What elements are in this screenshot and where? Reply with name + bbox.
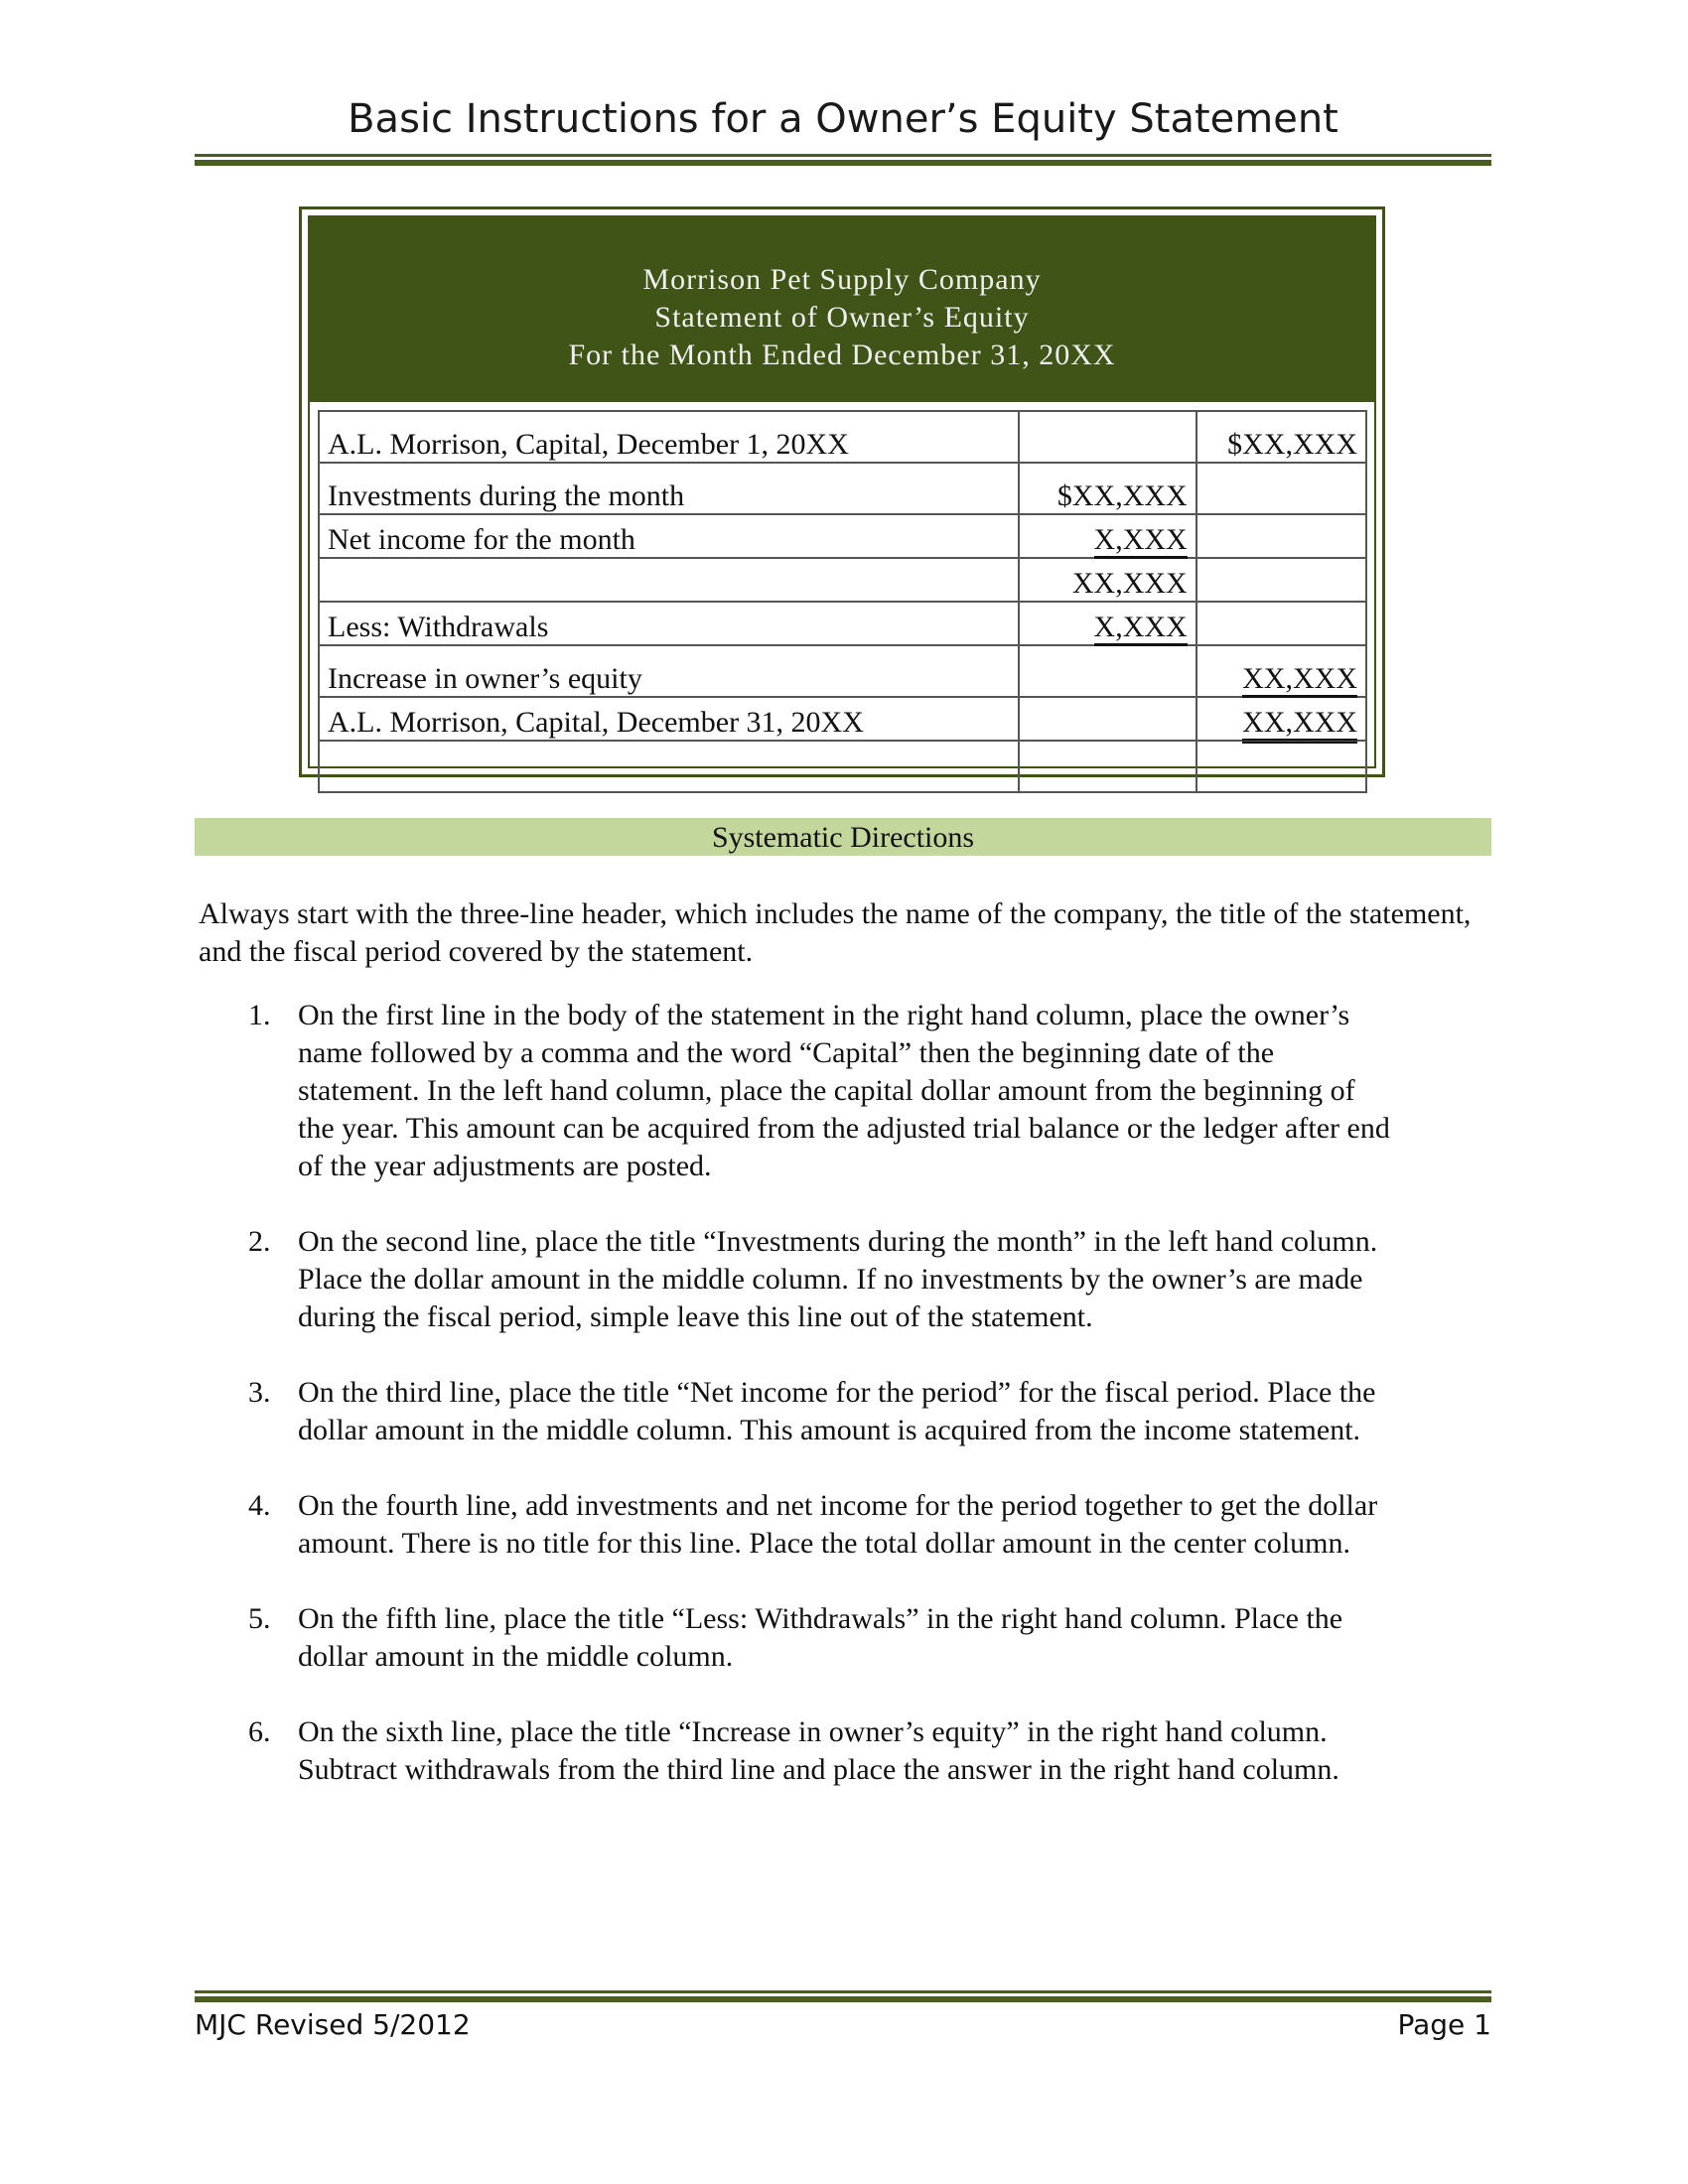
company-name: Morrison Pet Supply Company: [642, 263, 1042, 296]
row-label: Net income for the month: [319, 514, 1019, 558]
row-mid-value: [1019, 697, 1196, 741]
row-right-value: [1196, 741, 1366, 792]
table-row: [319, 411, 1366, 463]
step-text: On the fourth line, add investments and net income for the period together to get the dollar amount. There is no title for this line. Place the total dollar amount in the center column.: [298, 1489, 1378, 1560]
step-number: 4.: [248, 1489, 271, 1522]
step-number: 6.: [248, 1715, 271, 1748]
row-right-value: [1196, 558, 1366, 602]
double-underlined-amount: XX,XXX: [1242, 706, 1357, 744]
row-mid-value: $XX,XXX: [1019, 463, 1196, 514]
step-text: On the fifth line, place the title “Less: Withdrawals” in the right hand column. Place the dollar amount in the middle column.: [298, 1602, 1343, 1673]
underlined-amount: X,XXX: [1094, 611, 1188, 646]
step-number: 2.: [248, 1225, 271, 1258]
list-item: [199, 1487, 1390, 1563]
row-right-value: [1196, 602, 1366, 645]
row-mid-value: [1019, 741, 1196, 792]
row-mid-value: XX,XXX: [1019, 558, 1196, 602]
step-text: On the second line, place the title “Investments during the month” in the left hand column. Place the dollar amount in the middle column. If no investments by the owner’s are made during the fiscal period, simple leave this line out of the statement.: [298, 1225, 1378, 1333]
underlined-amount: X,XXX: [1094, 523, 1188, 559]
row-right-value: [1196, 645, 1366, 697]
page-number: Page 1: [1397, 2008, 1491, 2041]
row-mid-value: [1019, 411, 1196, 463]
step-text: On the third line, place the title “Net income for the period” for the fiscal period. Place the dollar amount in the middle column. This amount is acquired from the income statement.: [298, 1376, 1376, 1446]
row-right-value: [1196, 463, 1366, 514]
row-mid-value: [1019, 514, 1196, 558]
steps-list: [199, 997, 1390, 1827]
title-divider: [195, 154, 1491, 166]
statement-title: Statement of Owner’s Equity: [654, 301, 1030, 334]
row-label: Investments during the month: [319, 463, 1019, 514]
row-right-value: [1196, 514, 1366, 558]
list-item: [199, 997, 1390, 1185]
list-item: [199, 1600, 1390, 1676]
row-label: Increase in owner’s equity: [319, 645, 1019, 697]
row-right-value: [1196, 697, 1366, 741]
row-label: A.L. Morrison, Capital, December 31, 20XX: [319, 697, 1019, 741]
step-number: 1.: [248, 999, 271, 1031]
table-row: [319, 697, 1366, 741]
row-right-value: $XX,XXX: [1196, 411, 1366, 463]
table-row: [319, 602, 1366, 645]
statement-table: [318, 410, 1367, 793]
table-row: [319, 514, 1366, 558]
table-row: [319, 741, 1366, 792]
row-label: [319, 558, 1019, 602]
underlined-amount: XX,XXX: [1242, 662, 1357, 698]
table-row: [319, 463, 1366, 514]
statement-example: [299, 206, 1385, 777]
step-number: 3.: [248, 1376, 271, 1409]
footer-divider: [195, 1990, 1491, 2002]
table-row: [319, 645, 1366, 697]
row-mid-value: [1019, 645, 1196, 697]
intro-paragraph: Always start with the three-line header, which includes the name of the company, the title of the statement, and the fiscal period covered by the statement.: [199, 897, 1472, 968]
step-number: 5.: [248, 1602, 271, 1635]
row-label: [319, 741, 1019, 792]
statement-header: [310, 217, 1374, 402]
table-row: [319, 558, 1366, 602]
statement-period: For the Month Ended December 31, 20XX: [568, 339, 1116, 371]
footer-revision: MJC Revised 5/2012: [195, 2008, 471, 2041]
row-label: A.L. Morrison, Capital, December 1, 20XX: [319, 411, 1019, 463]
step-text: On the sixth line, place the title “Increase in owner’s equity” in the right hand column. Subtract withdrawals from the third line and place the answer in the right hand column.: [298, 1715, 1339, 1786]
list-item: [199, 1713, 1390, 1789]
row-mid-value: [1019, 602, 1196, 645]
list-item: [199, 1374, 1390, 1449]
row-label: Less: Withdrawals: [319, 602, 1019, 645]
section-heading: Systematic Directions: [195, 818, 1491, 856]
step-text: On the first line in the body of the statement in the right hand column, place the owner’s name followed by a comma and the word “Capital” then the beginning date of the statement. In the left hand column, place the capital dollar amount from the beginning of the year. This amount can be acquired from the adjusted trial balance or the ledger after end of the year adjustments are posted.: [298, 999, 1390, 1182]
page-title: Basic Instructions for a Owner’s Equity Statement: [348, 96, 1338, 142]
list-item: [199, 1223, 1390, 1336]
